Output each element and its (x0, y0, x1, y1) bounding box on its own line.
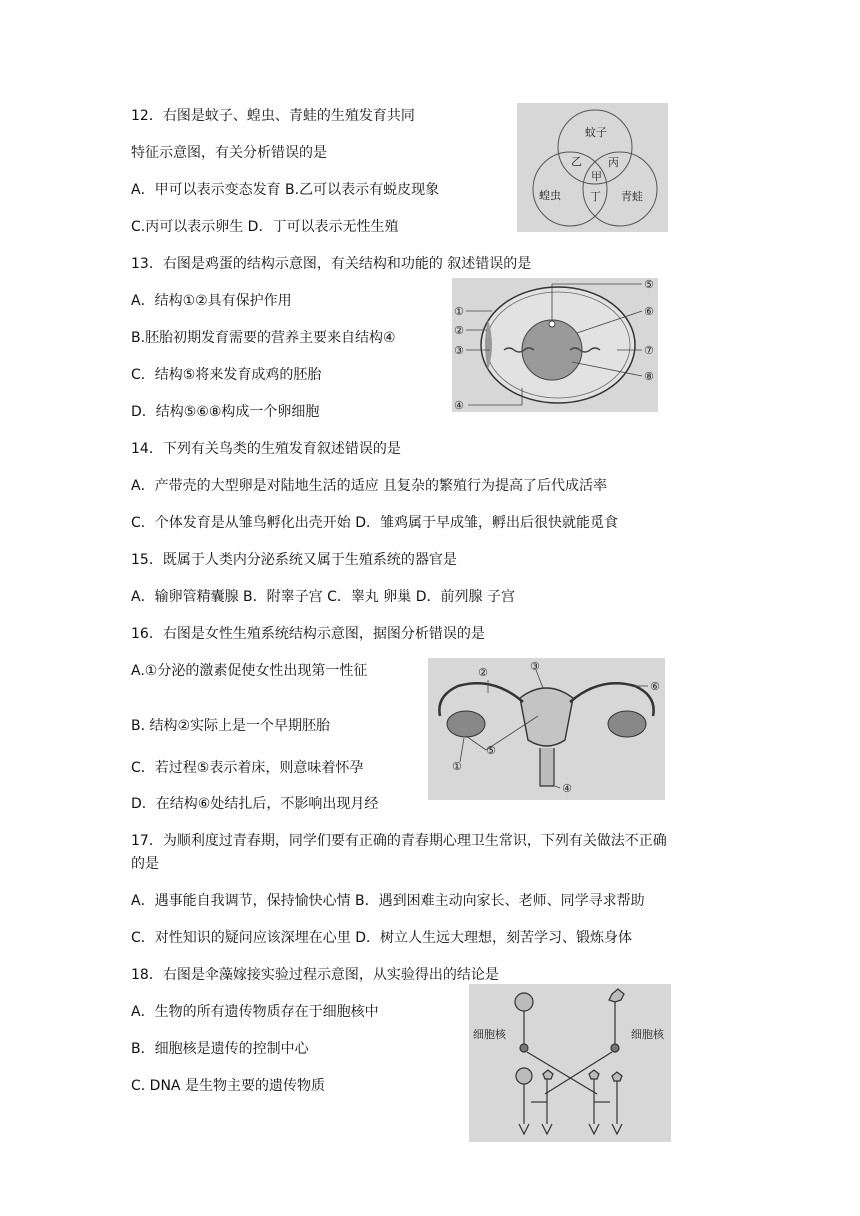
egg-label-7: ⑦ (644, 344, 654, 357)
egg-label-8: ⑧ (644, 370, 654, 383)
q13-option-b: B.胚胎初期发育需要的营养主要来自结构④ (131, 330, 396, 346)
q13-option-c: C．结构⑤将来发育成鸡的胚胎 (131, 367, 322, 383)
egg-label-4: ④ (454, 399, 464, 412)
ovary-left (447, 711, 485, 737)
vagina (540, 748, 554, 786)
uterus-label-1: ① (452, 760, 462, 773)
q15-options: A．输卵管精囊腺 B．附睾子宫 C．睾丸 卵巢 D．前列腺 子宫 (131, 589, 515, 605)
q14-options-ab: A．产带壳的大型卵是对陆地生活的适应 且复杂的繁殖行为提高了后代成活率 (131, 478, 608, 494)
q13-egg-diagram (452, 278, 658, 412)
fallopian-tube-left (439, 683, 523, 716)
q16-option-d: D．在结构⑥处结扎后，不影响出现月经 (131, 796, 379, 812)
q12-options-cd: C.丙可以表示卵生 D．丁可以表示无性生殖 (131, 219, 399, 235)
uterus-label-3: ③ (530, 660, 540, 673)
venn-circle-frog (583, 152, 657, 226)
q14-stem: 14．下列有关鸟类的生殖发育叙述错误的是 (131, 441, 401, 457)
q17-options-ab: A．遇事能自我调节，保持愉快心情 B．遇到困难主动向家长、老师、同学寻求帮助 (131, 893, 645, 909)
label-nucleus-right: 细胞核 (631, 1028, 664, 1041)
label-nucleus-left: 细胞核 (473, 1028, 506, 1041)
uterus-label-4: ④ (562, 782, 572, 795)
q12-stem-line2: 特征示意图，有关分析错误的是 (131, 145, 327, 161)
q14-options-cd: C．个体发育是从雏鸟孵化出壳开始 D．雏鸡属于早成雏，孵出后很快就能觅食 (131, 515, 619, 531)
q13-option-a: A．结构①②具有保护作用 (131, 293, 292, 309)
q12-options-ab: A．甲可以表示变态发育 B.乙可以表示有蜕皮现象 (131, 182, 440, 198)
q16-female-reproductive-diagram (428, 658, 665, 800)
q15-stem: 15．既属于人类内分泌系统又属于生殖系统的器官是 (131, 552, 457, 568)
q18-acetabularia-grafting-diagram (469, 984, 671, 1142)
embryo-disc (549, 321, 555, 327)
cap-round-regrown (516, 1068, 532, 1084)
venn-label-bing: 丙 (608, 156, 619, 169)
nucleus-left (520, 1044, 528, 1052)
egg-yolk (522, 320, 582, 380)
uterus-label-6: ⑥ (650, 680, 660, 693)
q18-option-c: C. DNA 是生物主要的遗传物质 (131, 1078, 325, 1094)
egg-label-3: ③ (454, 344, 464, 357)
q18-option-a: A．生物的所有遗传物质存在于细胞核中 (131, 1004, 379, 1020)
egg-label-2: ② (454, 324, 464, 337)
venn-label-yi: 乙 (571, 155, 582, 168)
q17-stem-line1: 17．为顺利度过青春期，同学们要有正确的青春期心理卫生常识，下列有关做法不正确 (131, 833, 667, 849)
q16-option-a: A.①分泌的激素促使女性出现第一性征 (131, 663, 368, 679)
fallopian-tube-right (570, 683, 654, 716)
q13-option-d: D．结构⑤⑥⑧构成一个卵细胞 (131, 404, 320, 420)
q16-option-b: B. 结构②实际上是一个早期胚胎 (131, 718, 331, 734)
q12-stem-line1: 12．右图是蚊子、蝗虫、青蛙的生殖发育共同 (131, 108, 415, 124)
q18-option-b: B．细胞核是遗传的控制中心 (131, 1041, 309, 1057)
q18-stem: 18．右图是伞藻嫁接实验过程示意图，从实验得出的结论是 (131, 967, 499, 983)
venn-label-jia: 甲 (591, 170, 602, 183)
venn-label-ding: 丁 (590, 190, 601, 203)
cap-round-top (515, 993, 533, 1011)
ovary-right (608, 711, 646, 737)
uterus-label-2: ② (478, 666, 488, 679)
egg-label-1: ① (454, 305, 464, 318)
q13-stem: 13．右图是鸡蛋的结构示意图，有关结构和功能的 叙述错误的是 (131, 256, 532, 272)
q16-stem: 16．右图是女性生殖系统结构示意图，据图分析错误的是 (131, 626, 485, 642)
egg-label-6: ⑥ (644, 305, 654, 318)
nucleus-right (611, 1044, 619, 1052)
uterus (520, 688, 573, 746)
q12-venn-diagram (517, 103, 668, 232)
q17-stem-line2: 的是 (131, 856, 159, 872)
venn-label-mosquito: 蚊子 (585, 126, 607, 139)
venn-label-frog: 青蛙 (621, 190, 643, 203)
egg-label-5: ⑤ (644, 278, 654, 291)
cap-ragged-top (609, 989, 624, 1002)
venn-label-locust: 蝗虫 (539, 189, 561, 202)
q16-option-c: C．若过程⑤表示着床，则意味着怀孕 (131, 760, 364, 776)
uterus-label-5: ⑤ (486, 744, 496, 757)
q17-options-cd: C．对性知识的疑问应该深埋在心里 D．树立人生远大理想，刻苦学习、锻炼身体 (131, 930, 633, 946)
